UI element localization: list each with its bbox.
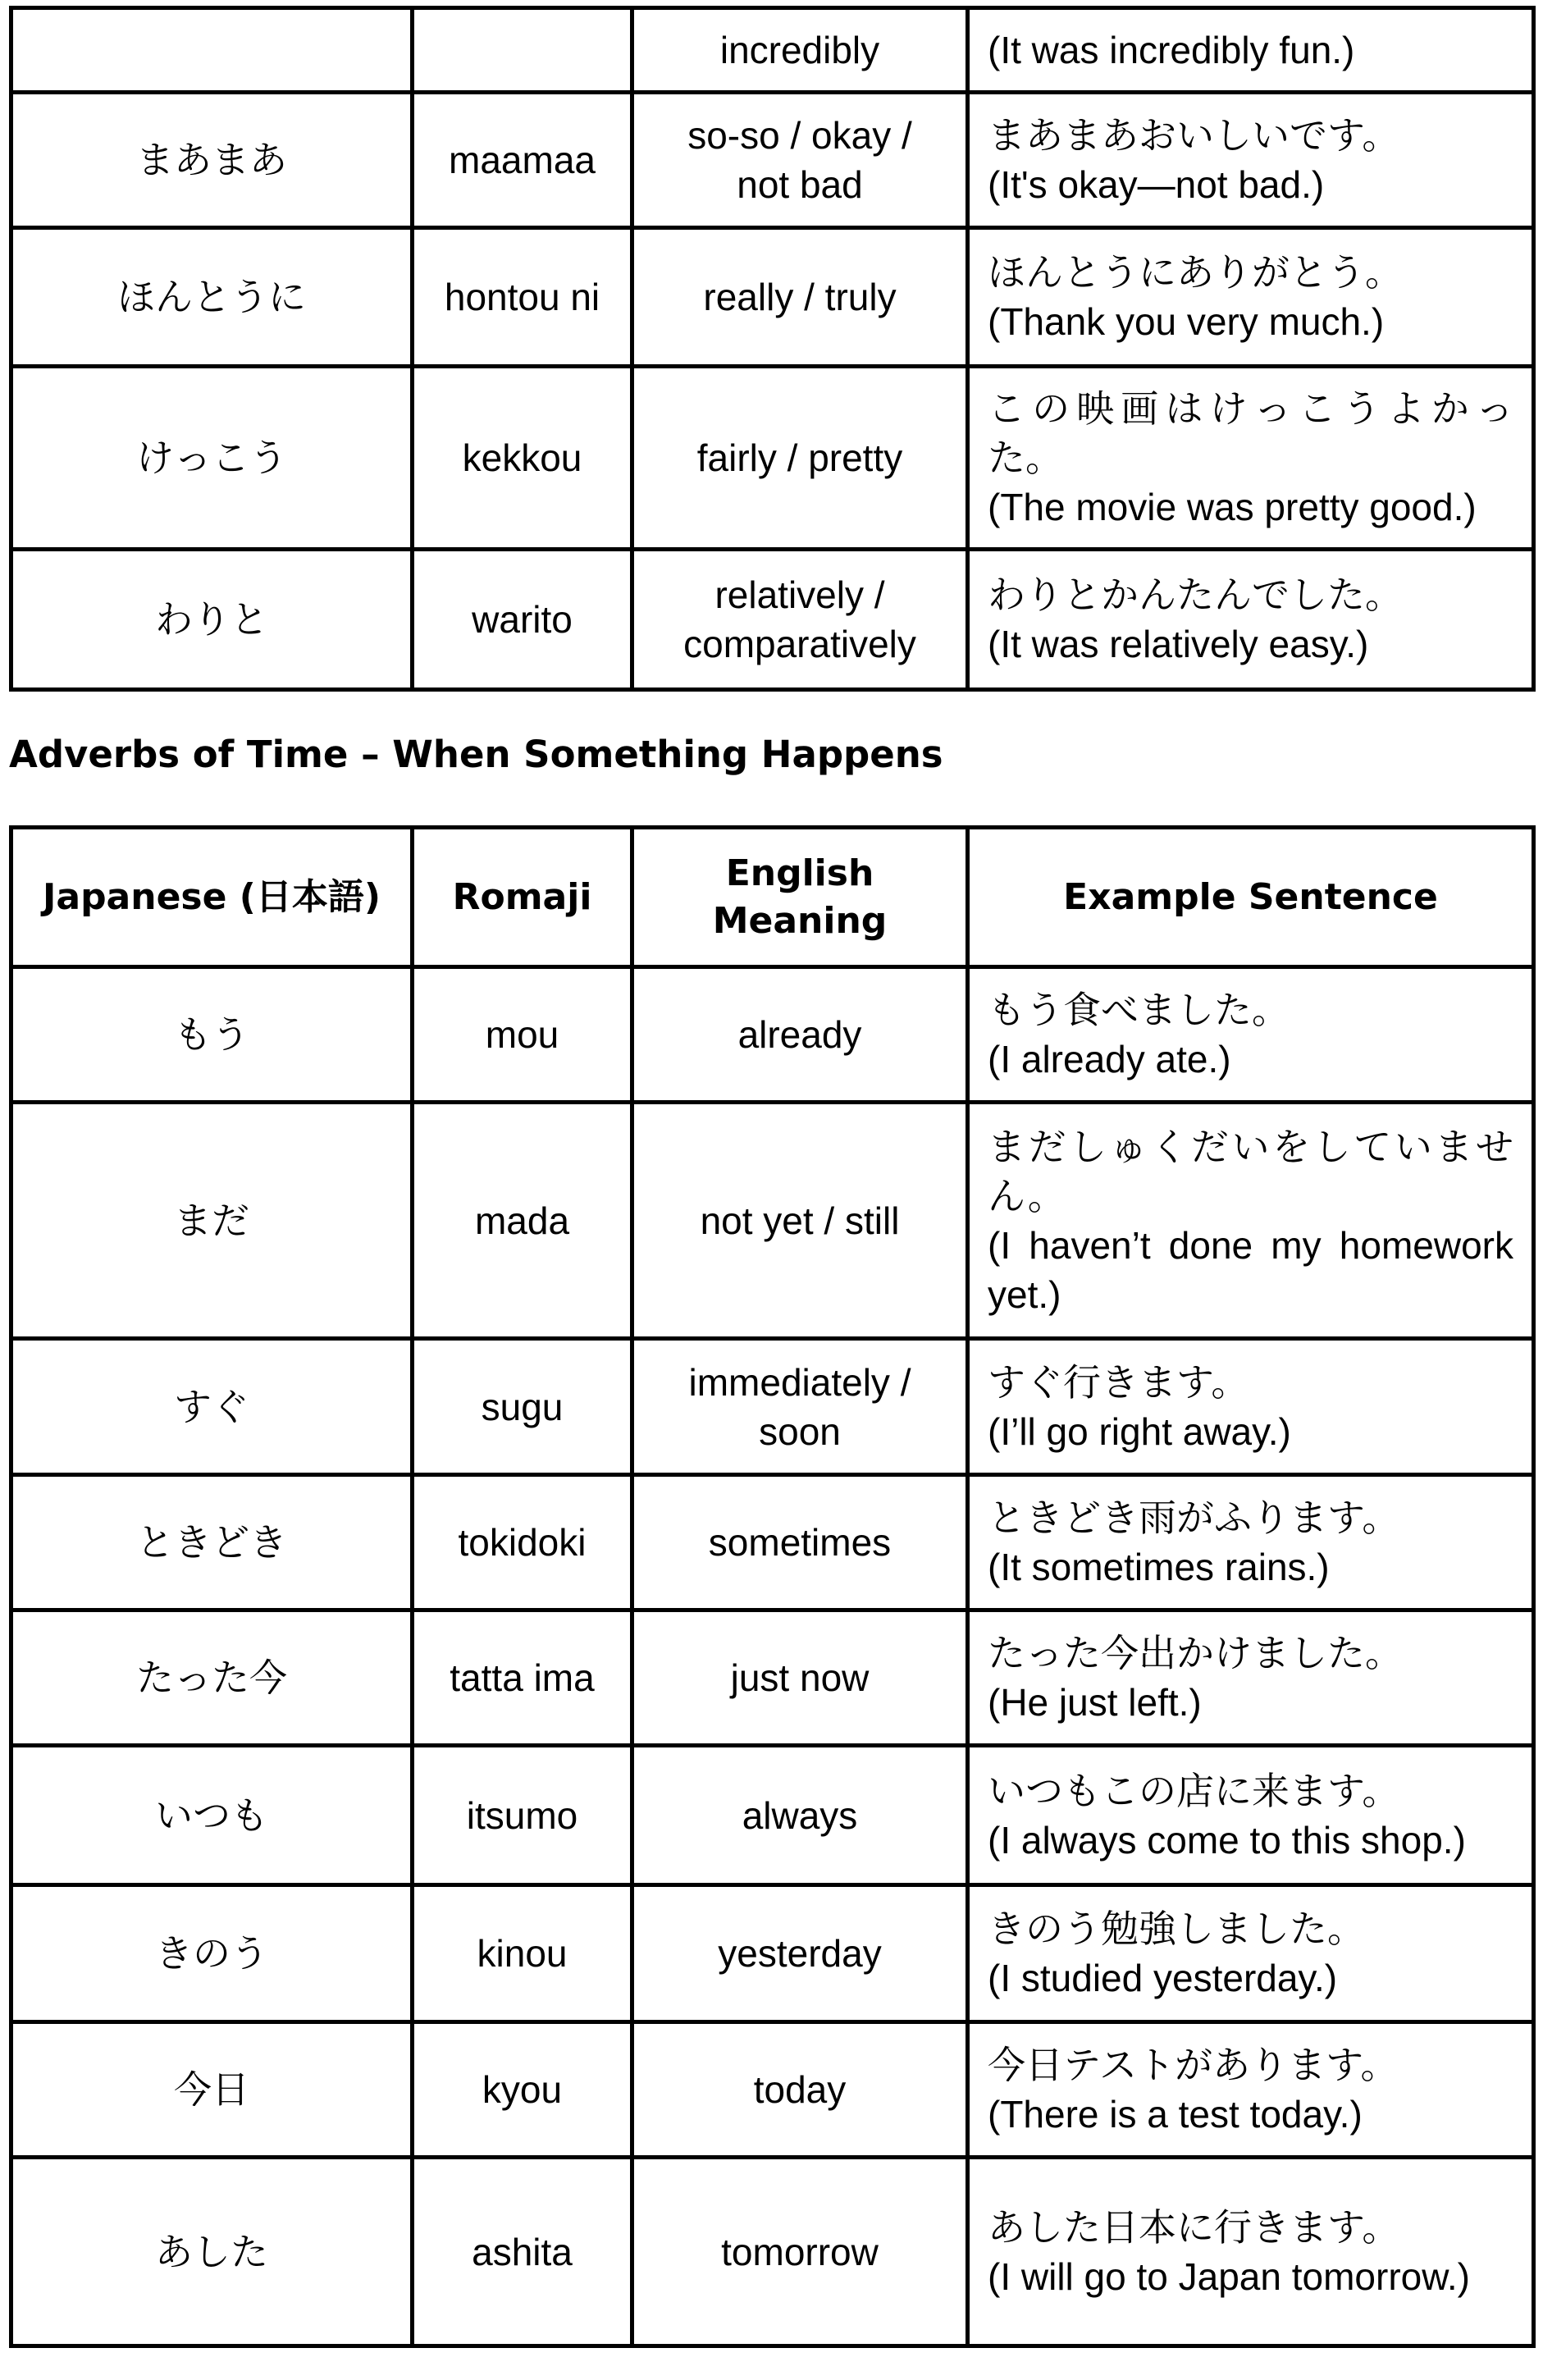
table-row	[11, 1885, 1534, 2022]
example-english: (I’ll go right away.)	[988, 1409, 1291, 1453]
cell-japanese: きのう	[11, 1885, 413, 2022]
header-romaji: Romaji	[413, 828, 632, 967]
example-english: (Thank you very much.)	[988, 300, 1385, 343]
table-row	[11, 1610, 1534, 1746]
cell-example	[968, 93, 1534, 228]
example-english: (I haven’t done my homework yet.)	[988, 1223, 1513, 1316]
cell-meaning: fairly / pretty	[632, 367, 968, 550]
example-english: (It's okay—not bad.)	[988, 163, 1325, 206]
cell-meaning: relatively / comparatively	[632, 550, 968, 690]
example-japanese: この映画はけっこうよかった。	[988, 387, 1513, 479]
cell-romaji: kekkou	[413, 367, 632, 550]
cell-meaning: just now	[632, 1610, 968, 1746]
table-row	[11, 550, 1534, 690]
cell-example	[968, 2158, 1534, 2346]
cell-japanese: いつも	[11, 1746, 413, 1885]
example-english: (He just left.)	[988, 1681, 1202, 1724]
cell-example	[968, 1746, 1534, 1885]
header-row	[11, 828, 1534, 967]
cell-meaning: yesterday	[632, 1885, 968, 2022]
example-japanese: ときどき雨がふります。	[988, 1496, 1400, 1539]
example-english: (I will go to Japan tomorrow.)	[988, 2254, 1471, 2298]
cell-meaning: sometimes	[632, 1475, 968, 1610]
cell-japanese: 今日	[11, 2022, 413, 2158]
cell-example	[968, 967, 1534, 1103]
adverbs-time-table	[9, 825, 1536, 2348]
example-english: (There is a test today.)	[988, 2093, 1363, 2136]
table-row	[11, 8, 1534, 93]
cell-japanese: まだ	[11, 1103, 413, 1339]
example-japanese: すぐ行きます。	[988, 1360, 1249, 1404]
example-japanese: もう食べました。	[988, 989, 1290, 1031]
cell-example	[968, 1475, 1534, 1610]
cell-japanese	[11, 8, 413, 93]
header-japanese: Japanese (日本語)	[11, 828, 413, 967]
cell-meaning: so-so / okay / not bad	[632, 93, 968, 228]
example-english: (The movie was pretty good.)	[988, 486, 1477, 528]
example-english: (I always come to this shop.)	[988, 1818, 1466, 1862]
cell-meaning: not yet / still	[632, 1103, 968, 1339]
cell-japanese: もう	[11, 967, 413, 1103]
table-row	[11, 1475, 1534, 1610]
cell-meaning: always	[632, 1746, 968, 1885]
cell-example	[968, 1885, 1534, 2022]
example-japanese: きのう勉強しました。	[988, 1907, 1365, 1950]
cell-meaning: immediately / soon	[632, 1339, 968, 1475]
table-row	[11, 367, 1534, 550]
cell-meaning: really / truly	[632, 228, 968, 367]
cell-meaning: tomorrow	[632, 2158, 968, 2346]
cell-romaji: hontou ni	[413, 228, 632, 367]
cell-example	[968, 228, 1534, 367]
cell-romaji: ashita	[413, 2158, 632, 2346]
cell-example	[968, 1103, 1534, 1339]
header-meaning: English Meaning	[632, 828, 968, 967]
table-row	[11, 2158, 1534, 2346]
example-english: (It sometimes rains.)	[988, 1546, 1330, 1588]
example-japanese: まあまあおいしいです。	[988, 114, 1400, 157]
table-row	[11, 93, 1534, 228]
section-heading: Adverbs of Time – When Something Happens	[9, 733, 943, 776]
cell-meaning: incredibly	[632, 8, 968, 93]
cell-example	[968, 1339, 1534, 1475]
cell-japanese: まあまあ	[11, 93, 413, 228]
cell-japanese: ほんとうに	[11, 228, 413, 367]
example-english: (I already ate.)	[988, 1038, 1231, 1080]
cell-romaji: warito	[413, 550, 632, 690]
cell-romaji: maamaa	[413, 93, 632, 228]
example-japanese: まだしゅくだいをしていません。	[988, 1125, 1513, 1217]
adverbs-degree-table	[9, 6, 1536, 692]
example-japanese: 今日テストがあります。	[988, 2044, 1399, 2086]
cell-japanese: すぐ	[11, 1339, 413, 1475]
table-row	[11, 967, 1534, 1103]
cell-example	[968, 2022, 1534, 2158]
example-japanese: いつもこの店に来ます。	[988, 1769, 1400, 1812]
cell-romaji: tokidoki	[413, 1475, 632, 1610]
cell-meaning: today	[632, 2022, 968, 2158]
cell-japanese: けっこう	[11, 367, 413, 550]
cell-romaji: mou	[413, 967, 632, 1103]
example-japanese: あした日本に行きます。	[988, 2205, 1400, 2249]
header-example: Example Sentence	[968, 828, 1534, 967]
cell-romaji: kinou	[413, 1885, 632, 2022]
example-japanese: わりとかんたんでした。	[988, 573, 1403, 616]
cell-japanese: たった今	[11, 1610, 413, 1746]
example-english: (I studied yesterday.)	[988, 1957, 1338, 1999]
cell-example	[968, 8, 1534, 93]
example-english: (It was relatively easy.)	[988, 623, 1369, 665]
cell-meaning: already	[632, 967, 968, 1103]
table-row	[11, 1339, 1534, 1475]
table-row	[11, 1746, 1534, 1885]
cell-japanese: わりと	[11, 550, 413, 690]
cell-romaji	[413, 8, 632, 93]
cell-romaji: sugu	[413, 1339, 632, 1475]
cell-example	[968, 550, 1534, 690]
table-row	[11, 2022, 1534, 2158]
example-japanese: ほんとうにありがとう。	[988, 251, 1403, 294]
cell-example	[968, 367, 1534, 550]
cell-japanese: あした	[11, 2158, 413, 2346]
cell-romaji: kyou	[413, 2022, 632, 2158]
cell-japanese: ときどき	[11, 1475, 413, 1610]
example-japanese: たった今出かけました。	[988, 1632, 1403, 1674]
cell-romaji: itsumo	[413, 1746, 632, 1885]
cell-romaji: mada	[413, 1103, 632, 1339]
table-row	[11, 1103, 1534, 1339]
cell-romaji: tatta ima	[413, 1610, 632, 1746]
table-row	[11, 228, 1534, 367]
cell-example	[968, 1610, 1534, 1746]
example-english: (It was incredibly fun.)	[988, 29, 1355, 71]
